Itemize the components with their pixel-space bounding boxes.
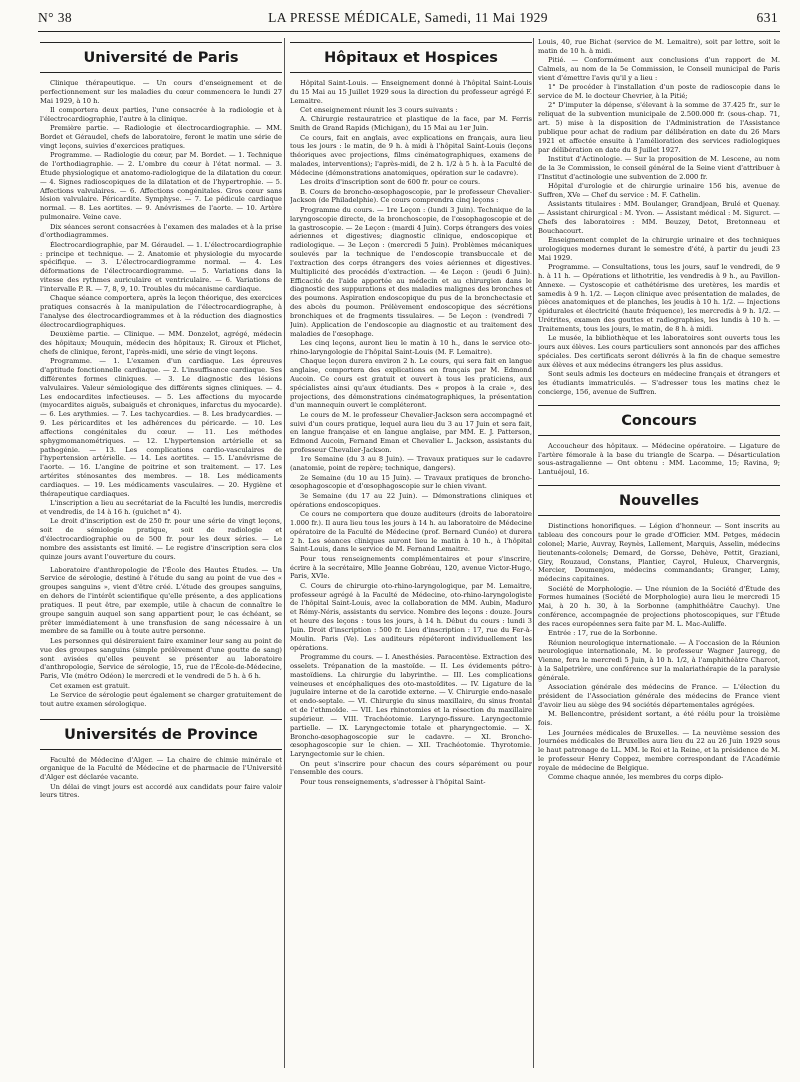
paragraph: 1re Semaine (du 3 au 8 Juin). — Travaux pratiques sur le cadavre (anatomie, point de repère; technique, dangers).	[290, 455, 532, 473]
paragraph: Il comportera deux parties, l'une consacrée à la radiologie et à l'électrocardiographie, l'autre à la clinique.	[40, 106, 282, 123]
section-title-universites-province: Universités de Province	[40, 719, 282, 750]
paragraph: L'inscription a lieu au secrétariat de la Faculté les lundis, mercredis et vendredis, de 14 à 16 h. (guichet n° 4).	[40, 499, 282, 516]
paragraph: Faculté de Médecine d'Alger. — La chaire de chimie minérale et organique de la Faculté de Médecine et de pharmacie de l'Université d'Alger est déclarée vacante.	[40, 755, 282, 782]
issue-number: N° 38	[38, 10, 73, 25]
paragraph: Électrocardiographie, par M. Géraudel. — 1. L'électrocardiographie : principe et technique. — 2. Anatomie et physiologie du myocarde spécifique. — 3. L'électrocardiogramme normal. — 4. Les déformations de l'électrocardiogramme. — 5. Variations dans la vitesse des rythmes auriculaire et ventriculaire. — 6. Variations de l'intervalle P. R. — 7, 8, 9, 10. Troubles du mécanisme cardiaque.	[40, 240, 282, 293]
paragraph: Louis, 40, rue Bichat (service de M. Lemaitre), soit par lettre, soit le matin de 10 h. à midi.	[538, 38, 780, 55]
column-3	[538, 38, 780, 1073]
column-divider	[284, 38, 285, 1068]
paragraph: Réunion neurologique internationale. — À l'occasion de la Réunion neurologique internationale, M. le professeur Wagner Jauregg, de Vienne, fera le mercredi 5 Juin, à 10 h. 1/2, à l'amphithéâtre Charcot, à la Salpetrière, une conférence sur la malariathérapie de la paralysie générale.	[538, 638, 780, 682]
section-title-concours: Concours	[538, 405, 780, 436]
column-divider	[533, 38, 534, 1068]
paragraph: Le Service de sérologie peut également se charger gratuitement de tout autre examen sérologique.	[40, 690, 282, 708]
column-2	[290, 38, 532, 1073]
paragraph: Pour tous renseignements, s'adresser à l'hôpital Saint-	[300, 777, 486, 786]
section-title-hopitaux: Hôpitaux et Hospices	[290, 42, 532, 73]
paragraph: 3e Semaine (du 17 au 22 Juin). — Démonstrations cliniques et opérations endoscopiques.	[290, 491, 532, 509]
paragraph: Cet examen est gratuit.	[50, 681, 130, 690]
journal-title: LA PRESSE MÉDICALE, Samedi, 11 Mai 1929	[268, 10, 548, 25]
paragraph: Assistants titulaires : MM. Boulanger, Grandjean, Brulé et Quenay. — Assistant chirurgical : M. Yvon. — Assistant médical : M. Sigurct. — Chefs des laboratoires : MM. Beuzey, Detot, Bretonneau et Bouchacourt.	[538, 200, 780, 235]
paragraph: Deuxième partie. — Clinique. — MM. Donzelot, agrégé, médecin des hôpitaux; Mouquin, médecin des hôpitaux; R. Giroux et Plichet, chefs de clinique, feront, l'après-midi, une série de vingt leçons.	[40, 330, 282, 356]
paragraph: Programme. — 1. L'examen d'un cardiaque. Les épreuves d'aptitude fonctionnelle cardiaque. — 2. L'insuffisance cardiaque. Ses différentes formes cliniques. — 3. Le diagnostic des lésions valvulaires. Valeur sémiologique des différents signes cliniques. — 4. Les endocardites infectieuses. — 5. Les affections du myocarde (myocardites aiguës, subaiguës et chroniques, infarctus du myocarde). — 6. Les arythmies. — 7. Les tachycardies. — 8. Les bradycardies. — 9. Les péricardites et les adhérences du péricarde. — 10. Les affections congénitales du cœur. — 11. Les méthodes sphygmomanométriques. — 12. L'hypertension artérielle et sa pathogénie. — 13. Les complications cardio-vasculaires de l'hypertension artérielle. — 14. Les aortites. — 15. L'anévrisme de l'aorte. — 16. L'angine de poitrine et son traitement. — 17. Les artérites sténosantes des membres. — 18. Les médicaments cardiaques. — 19. Les médicaments vasculaires. — 20. Hygiène et thérapeutique cardiaques.	[40, 357, 282, 498]
section-title-universite-paris: Université de Paris	[40, 42, 282, 73]
paragraph: Les droits d'inscription sont de 600 fr. pour ce cours.	[300, 178, 481, 187]
paragraph: Un délai de vingt jours est accordé aux candidats pour faire valoir leurs titres.	[40, 782, 282, 800]
paragraph: Clinique thérapeutique. — Un cours d'enseignement et de perfectionnement sur les maladies du cœur commencera le lundi 27 Mai 1929, à 10 h.	[40, 79, 282, 105]
column-1	[40, 38, 282, 1073]
paragraph: On peut s'inscrire pour chacun des cours séparément ou pour l'ensemble des cours.	[290, 759, 532, 777]
paragraph: 2e Semaine (du 10 au 15 Juin). — Travaux pratiques de broncho-œsophagoscopie et d'œsophagoscopie sur le chien vivant.	[290, 473, 532, 491]
header-rule	[38, 31, 780, 32]
paragraph: Cet enseignement réunit les 3 cours suivants :	[300, 106, 458, 115]
paragraph: 1° De procéder à l'installation d'un poste de radioscopie dans le service de M. le docteur Chevrier, à la Pitié;	[538, 83, 780, 101]
paragraph: Programme. — Radiologie du cœur, par M. Bordet. — 1. Technique de l'orthodiagraphie. — 2. L'ombre du cœur à l'état normal. — 3. Étude physiologique et anatomo-radiologique de la dilatation du cœur. — 4. Signes radioscopiques de la dilatation et de l'hypertrophie. — 5. Affections valvulaires. — 6. Affections congénitales. Gros cœur sans lésion valvulaire. Péricardite. Symphyse. — 7. Le pédicule cardiaque normal. — 8. Les aortites. — 9. Anévrismes de l'aorte. — 10. Artère pulmonaire. Veine cave.	[40, 151, 282, 222]
paragraph: Hôpital Saint-Louis. — Enseignement donné à l'hôpital Saint-Louis du 15 Mai au 15 Juillet 1929 sous la direction du professeur agrégé F. Lemaitre.	[290, 79, 532, 105]
paragraph: C. Cours de chirurgie oto-rhino-laryngologique, par M. Lemaitre, professeur agrégé à la Faculté de Médecine, oto-rhino-laryngologiste de l'hôpital Saint-Louis, avec la collaboration de MM. Aubin, Maduro et Rémy-Néris, assistants du service. Nombre des leçons : douze. Jours et heure des leçons : tous les jours, à 14 h. Début du cours : lundi 3 Juin. Droit d'inscription : 500 fr. Lieu d'inscription : 17, rue du Fer-à-Moulin. Paris (Ve). Les auditeurs répéteront individuellement les opérations.	[290, 581, 532, 652]
paragraph: Programme. — Consultations, tous les jours, sauf le vendredi, de 9 h. à 11 h. — Opérations et lithotritie, les vendredis à 9 h., au Pavillon-Annexe. — Cystoscopie et cathétérisme des uretères, les mardis et samedis à 9 h. 1/2. — Leçon clinique avec présentation de malades, de pièces anatomiques et de planches, les jeudis à 10 h. 1/2. — Injections épidurales et électricité (haute fréquence), les mercredis à 9 h. 1/2. — Urétrites, examen des gouttes et radiographies, les lundis à 10 h. — Traitements, tous les jours, le matin, de 8 h. à midi.	[538, 263, 780, 333]
paragraph: Accoucheur des hôpitaux. — Médecine opératoire. — Ligature de l'artère fémorale à la base du triangle de Scarpa. — Désarticulation sous-astragalienne — Ont obtenu : MM. Lacomme, 15; Ravina, 9; Lantuéjoul, 16.	[538, 441, 780, 477]
paragraph: Pour tous renseignements complémentaires et pour s'inscrire, écrire à la secrétaire, Mlle Jeanne Gobréau, 120, avenue Victor-Hugo, Paris, XVIe.	[290, 554, 532, 581]
paragraph: Association générale des médecins de France. — L'élection du président de l'Association générale des médecins de France vient d'avoir lieu au siège des 94 sociétés départementales agrégées.	[538, 683, 780, 709]
paragraph: Pitié. — Conformément aux conclusions d'un rapport de M. Calmels, au nom de la 5e Commission, le Conseil municipal de Paris vient d'émettre l'avis qu'il y a lieu :	[538, 56, 780, 82]
paragraph: B. Cours de broncho-œsophagoscopie, par le professeur Chevalier-Jackson (de Philadelphie). Ce cours comprendra cinq leçons :	[290, 187, 532, 205]
paragraph: Sont seuls admis les docteurs en médecine français et étrangers et les étudiants immatriculés. — S'adresser tous les matins chez le concierge, 156, avenue de Suffren.	[538, 370, 780, 396]
paragraph: Ce cours, fait en anglais, avec explications en français, aura lieu tous les jours : le matin, de 9 h. à midi à l'hôpital Saint-Louis (leçons théoriques avec projections, films cinématographiques, examens de malades, interventions); l'après-midi, de 2 h. 1/2 à 5 h. à la Faculté de Médecine (démonstrations anatomiques, opération sur le cadavre).	[290, 133, 532, 177]
paragraph: Première partie. — Radiologie et électrocardiographie. — MM. Bordet et Géraudel, chefs de laboratoire, feront le matin une série de vingt leçons, suivies d'exercices pratiques.	[40, 124, 282, 150]
paragraph: Société de Morphologie. — Une réunion de la Société d'Étude des Formes humaines (Société de Morphologie) aura lieu le mercredi 15 Mai, à 20 h. 30, à la Sorbonne (amphithéâtre Cauchy). Une conférence, accompagnée de projections photoscopiques, sur l'Étude des races européennes sera faite par M. L. Mac-Auliffe.	[538, 584, 780, 628]
paragraph: Dix séances seront consacrées à l'examen des malades et à la prise d'orthodiagrammes.	[40, 222, 282, 240]
paragraph: Chaque leçon durera environ 2 h. Le cours, qui sera fait en langue anglaise, comportera des explications en français par M. Edmond Aucoin. Ce cours est gratuit et ouvert à tous les praticiens, aux spécialistes ainsi qu'aux étudiants. Des « propos à la craie », des projections, des démonstrations cinématographiques, la présentation d'un mannequin ouvert le compléteront.	[290, 357, 532, 410]
paragraph: Programme du cours. — I. Anesthésies. Paracentèse. Extraction des osselets. Trépanation de la mastoïde. — II. Les évidements pétro-mastoïdiens. La chirurgie du labyrinthe. — III. Les complications veineuses et encéphaliques des oto-mastoïdites. — IV. Ligature de la jugulaire interne et de la carotide externe. — V. Chirurgie endo-nasale et endo-septale. — VI. Chirurgie du sinus maxillaire, du sinus frontal et de l'ethmoïde. — VII. Les rhinotomies et la résection du maxillaire supérieur. — VIII. Trachéotomie. Laryngo-fissure. Laryngectomie partielle. — IX. Laryngectomie totale et pharyngectomie. — X. Broncho-œsophagoscopie sur le cadavre. — XI. Broncho-œsophagoscopie sur le chien. — XII. Trachéotomie. Thyrotomie. Laryngectomie sur le chien.	[290, 653, 532, 759]
paragraph: A. Chirurgie restauratrice et plastique de la face, par M. Ferris Smith de Grand Rapids (Michigan), du 15 Mai au 1er Juin.	[290, 115, 532, 133]
paragraph: Les personnes qui désireraient faire examiner leur sang au point de vue des groupes sanguins (simple prélèvement d'une goutte de sang) sont avisées qu'elles peuvent se présenter au laboratoire d'anthropologie, Service de sérologie, 15, rue de l'École-de-Médecine, Paris, VIe (métro Odéon) le mercredi et le vendredi de 5 h. à 6 h.	[40, 636, 282, 681]
paragraph: Programme du cours. — 1re Leçon : (lundi 3 Juin). Technique de la laryngoscopie directe, de la bronchoscopie, de l'œsophagoscopie et de la gastroscopie. — 2e Leçon : (mardi 4 Juin). Corps étrangers des voies aériennes et digestives; diagnostic clinique, endoscopique et radiologique. — 3e Leçon : (mercredi 5 Juin). Problèmes mécaniques soulevés par la technique de l'endoscopie transbuccale et de l'extraction des corps étrangers des voies aériennes et digestives. Multiplicité des procédés d'extraction. — 4e Leçon : (jeudi 6 Juin). Efficacité de l'aide apportée au médecin et au chirurgien dans le diagnostic des suppurations et des maladies malignes des bronches et des poumons. Aspiration endoscopique du pus de la bronchectasie et des abcès du poumon. Prélèvement endoscopique des sécrétions bronchiques et de fragments tissulaires. — 5e Leçon : (vendredi 7 Juin). Application de l'endoscopie au diagnostic et au traitement des maladies de l'œsophage.	[290, 205, 532, 338]
paragraph: Hôpital d'urologie et de chirurgie urinaire 156 bis, avenue de Suffren, XVe — Chef du service : M. F. Cathelin.	[538, 182, 780, 199]
page-header	[38, 8, 778, 32]
paragraph: Les cinq leçons, auront lieu le matin à 10 h., dans le service oto-rhino-laryngologie de l'hôpital Saint-Louis (M. F. Lemaitre).	[290, 338, 532, 356]
paragraph: M. Bellencontre, président sortant, a été réélu pour la troisième fois.	[538, 710, 780, 728]
paragraph: Enseignement complet de la chirurgie urinaire et des techniques urologiques modernes durant le semestre d'été, à partir du jeudi 23 Mai 1929.	[538, 236, 780, 262]
paragraph: Les Journées médicales de Bruxelles. — La neuvième session des Journées médicales de Bruxelles aura lieu du 22 au 26 Juin 1929 sous le haut patronage de LL. MM. le Roi et la Reine, et la présidence de M. le professeur Henry Coppez, membre correspondant de l'Académie royale de médecine de Belgique.	[538, 728, 780, 772]
paragraph: 2° D'imputer la dépense, s'élevant à la somme de 37.425 fr., sur le reliquat de la subvention municipale de 2.500.000 fr. (sous-chap. 71, art. 5) mise à la disposition de l'Administration de l'Assistance publique pour achat de radium par délibération en date du 26 Mars 1921 et affectée ensuite à l'amélioration des services radiologiques par délibération en date du 8 Juillet 1927.	[538, 101, 780, 154]
paragraph: Chaque séance comportera, après la leçon théorique, des exercices pratiques consacrés à la manipulation de l'électrocardiographe, à l'analyse des électrocardiogrammes et à la réduction des diagnostics électrocardiographiques.	[40, 294, 282, 329]
paragraph: Le cours de M. le professeur Chevalier-Jackson sera accompagné et suivi d'un cours pratique, lequel aura lieu du 3 au 17 Juin et sera fait, en langue française et en langue anglaise, par MM. E. J. Patterson, Edmond Aucoin, Fernand Eman et Chevalier L. Jackson, assistants du professeur Chevalier-Jackson.	[290, 410, 532, 455]
paragraph: Entrée : 17, rue de la Sorbonne.	[548, 629, 658, 638]
paragraph: Distinctions honorifiques. — Légion d'honneur. — Sont inscrits au tableau des concours pour le grade d'Officier. MM. Petges, médecin colonel; Marie, Auvray, Reynès, Lallement, Marquis, Asselin, médecins lieutenants-colonels; Demard, de Gorsse, Dehève, Pettit, Graziani, Giry, Rouzaud, Constans, Plantier, Cayrol, Huleux, Charvergnis, Mercier, Doumenjou, médecins commandants; Granger, Lamy, médecins capitaines.	[538, 522, 780, 584]
paragraph: Le droit d'inscription est de 250 fr. pour une série de vingt leçons, soit de sémiologie pratique, soit de radiologie et d'électrocardiographie ou de 500 fr. pour les deux séries. — Le nombre des assistants est limité. — Le registre d'inscription sera clos quinze jours avant l'ouverture du cours.	[40, 517, 282, 561]
paragraph: Ce cours ne comportera que douze auditeurs (droits de laboratoire 1.000 fr.). Il aura lieu tous les jours à 14 h. au laboratoire de Médecine opératoire de la Faculté de Médecine (prof. Bernard Cunéo) et durera 2 h. Les séances cliniques auront lieu le matin à 10 h., à l'hôpital Saint-Louis, dans le service de M. Fernand Lemaitre.	[290, 510, 532, 554]
paragraph: Laboratoire d'anthropologie de l'École des Hautes Études. — Un Service de sérologie, destiné à l'étude du sang au point de vue des « groupes sanguins », vient d'être créé. L'étude des groupes sanguins, en dehors de l'intérêt scientifique qu'elle présente, a des applications pratiques. Il peut être, par exemple, utile à chacun de connaître le groupe sanguin auquel son sang appartient pour, le cas échéant, se prêter immédiatement à une transfusion de sang nécessaire à un membre de sa famille ou à toute autre personne.	[40, 565, 282, 636]
paragraph: Comme chaque année, les membres du corps diplo-	[548, 773, 724, 782]
paragraph: Institut d'Actinologie. — Sur la proposition de M. Lescene, au nom de la 3e Commission, le conseil général de la Seine vient d'attribuer à l'Institut d'actinologie une subvention de 2.000 fr.	[538, 154, 780, 181]
paragraph: Le musée, la bibliothèque et les laboratoires sont ouverts tous les jours aux élèves. Les cours particuliers sont annoncés par des affiches spéciales. Des certificats seront délivrés à la fin de chaque semestre aux élèves et aux médecins étrangers les plus assidus.	[538, 334, 780, 369]
section-title-nouvelles: Nouvelles	[538, 485, 780, 516]
page-number: 631	[756, 10, 778, 25]
